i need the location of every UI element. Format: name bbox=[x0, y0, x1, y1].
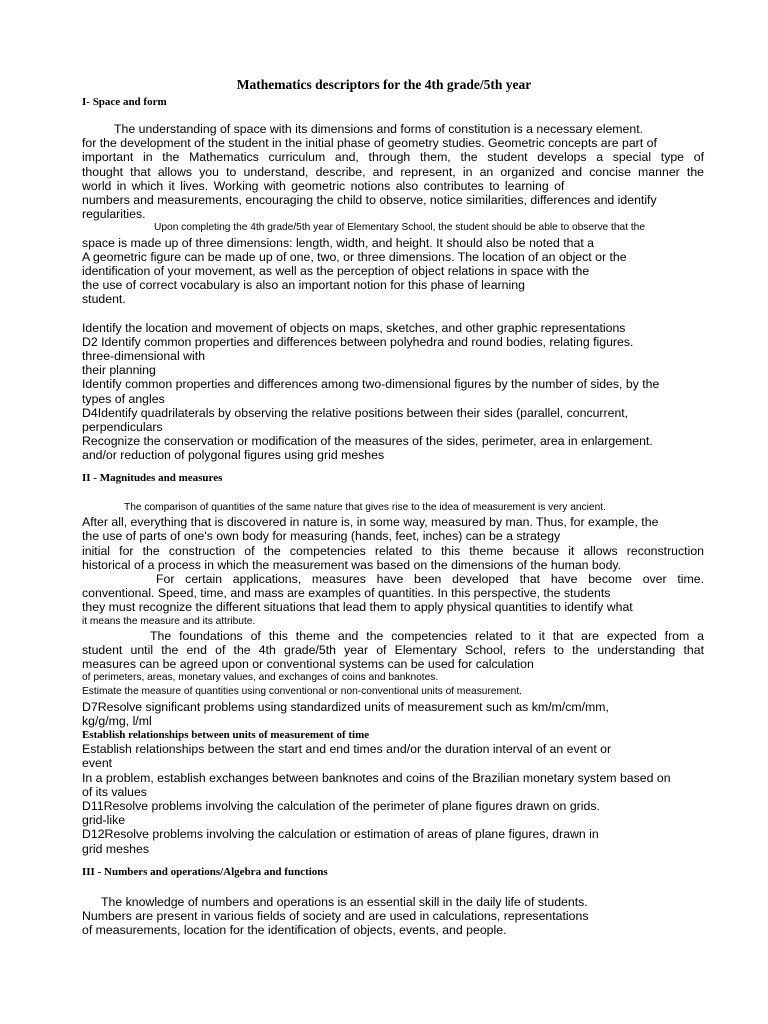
paragraph-line: regularities. bbox=[82, 207, 146, 222]
paragraph-line: it means the measure and its attribute. bbox=[82, 615, 256, 627]
paragraph-line: thought that allows you to understand, describe, and represent, in an organized and concise manner the bbox=[82, 164, 704, 179]
descriptor-line: and/or reduction of polygonal figures using grid meshes bbox=[82, 448, 385, 463]
section-heading-magnitudes-and-measures: II - Magnitudes and measures bbox=[82, 472, 223, 484]
paragraph-line: A geometric figure can be made up of one, two, or three dimensions. The location of an object or the bbox=[82, 249, 627, 264]
descriptor-line: D2 Identify common properties and differences between polyhedra and round bodies, relating figures. bbox=[82, 334, 634, 349]
paragraph-line: The comparison of quantities of the same nature that gives rise to the idea of measurement is very ancient. bbox=[124, 502, 606, 513]
descriptor-line: Estimate the measure of quantities using conventional or non-conventional units of measurement. bbox=[82, 686, 523, 698]
paragraph-line: numbers and measurements, encouraging the child to observe, notice similarities, differences and identify bbox=[82, 192, 657, 207]
paragraph-line: student. bbox=[82, 292, 126, 307]
descriptor-line: of its values bbox=[82, 784, 147, 799]
descriptor-line: grid meshes bbox=[82, 841, 149, 856]
paragraph-line: The knowledge of numbers and operations is an essential skill in the daily life of students. bbox=[101, 895, 588, 909]
descriptor-line: D12Resolve problems involving the calculation or estimation of areas of plane figures, drawn in bbox=[82, 827, 599, 842]
descriptor-line: their planning bbox=[82, 363, 156, 378]
descriptor-line: event bbox=[82, 756, 113, 771]
paragraph-line: for the development of the student in the initial phase of geometry studies. Geometric concepts are part of bbox=[82, 136, 657, 151]
paragraph-line: The foundations of this theme and the competencies related to it that are expected from a bbox=[150, 628, 704, 643]
paragraph-line: important in the Mathematics curriculum and, through them, the student develops a special type of bbox=[82, 150, 704, 165]
paragraph-line: For certain applications, measures have been developed that have become over time. bbox=[156, 571, 704, 586]
paragraph-line: the use of correct vocabulary is also an important notion for this phase of learning bbox=[82, 278, 525, 293]
descriptor-line: Recognize the conservation or modification of the measures of the sides, perimeter, area in enlargement. bbox=[82, 434, 653, 449]
descriptor-line: three-dimensional with bbox=[82, 349, 206, 363]
paragraph-line: space is made up of three dimensions: length, width, and height. It should also be noted that a bbox=[82, 235, 595, 250]
paragraph-line: they must recognize the different situations that lead them to apply physical quantities to identify what bbox=[82, 600, 633, 615]
descriptor-line: types of angles bbox=[82, 391, 165, 406]
paragraph-line: After all, everything that is discovered in nature is, in some way, measured by man. Thus, for example, the bbox=[82, 515, 659, 530]
paragraph-line: identification of your movement, as well as the perception of object relations in space with the bbox=[82, 263, 590, 278]
section-body-numbers-and-operations bbox=[82, 895, 704, 938]
paragraph-line: initial for the construction of the competencies related to this theme because it allows reconstruction bbox=[82, 543, 704, 558]
paragraph-line: measures can be agreed upon or conventional systems can be used for calculation bbox=[82, 657, 534, 672]
descriptor-line: D7Resolve significant problems using standardized units of measurement such as km/m/cm/mm, bbox=[82, 699, 609, 714]
paragraph-line: world in which it lives. Working with geometric notions also contributes to learning of bbox=[82, 178, 565, 193]
section-heading-space-and-form: I- Space and form bbox=[82, 96, 167, 108]
paragraph-line: student until the end of the 4th grade/5th year of Elementary School, refers to the understanding that bbox=[82, 642, 704, 657]
paragraph-line: of perimeters, areas, monetary values, and exchanges of coins and banknotes. bbox=[82, 672, 439, 684]
paragraph-line: Upon completing the 4th grade/5th year of Elementary School, the student should be able to observe that the bbox=[154, 222, 646, 234]
paragraph-line: of measurements, location for the identification of objects, events, and people. bbox=[82, 923, 507, 938]
section-body-magnitudes-and-measures bbox=[82, 501, 704, 856]
descriptor-line: Establish relationships between the start and end times and/or the duration interval of an event or bbox=[82, 742, 612, 757]
descriptor-line: D4Identify quadrilaterals by observing the relative positions between their sides (parallel, concurrent, bbox=[82, 405, 629, 420]
section-heading-numbers-and-operations: III - Numbers and operations/Algebra and functions bbox=[82, 866, 328, 878]
descriptor-line: In a problem, establish exchanges between banknotes and coins of the Brazilian monetary system based on bbox=[82, 770, 671, 785]
paragraph-line: conventional. Speed, time, and mass are examples of quantities. In this perspective, the students bbox=[82, 586, 611, 601]
descriptor-line: kg/g/mg, l/ml bbox=[82, 713, 152, 728]
descriptor-line: Identify the location and movement of objects on maps, sketches, and other graphic representations bbox=[82, 320, 626, 335]
paragraph-line: The understanding of space with its dimensions and forms of constitution is a necessary element. bbox=[114, 122, 644, 136]
paragraph-line: the use of parts of one's own body for measuring (hands, feet, inches) can be a strategy bbox=[82, 529, 561, 544]
descriptor-line: grid-like bbox=[82, 813, 126, 828]
paragraph-line: Numbers are present in various fields of society and are used in calculations, representations bbox=[82, 909, 589, 924]
descriptor-line: Identify common properties and differences among two-dimensional figures by the number of sides, by the bbox=[82, 377, 660, 392]
descriptor-line: perpendiculars bbox=[82, 419, 163, 434]
descriptor-line: D11Resolve problems involving the calculation of the perimeter of plane figures drawn on grids. bbox=[82, 798, 600, 813]
descriptor-line: Establish relationships between units of measurement of time bbox=[82, 729, 370, 741]
section-body-space-and-form bbox=[82, 122, 704, 463]
paragraph-line: historical of a process in which the measurement was based on the dimensions of the human body. bbox=[82, 557, 622, 572]
document-title: Mathematics descriptors for the 4th grade/5th year bbox=[236, 77, 532, 92]
